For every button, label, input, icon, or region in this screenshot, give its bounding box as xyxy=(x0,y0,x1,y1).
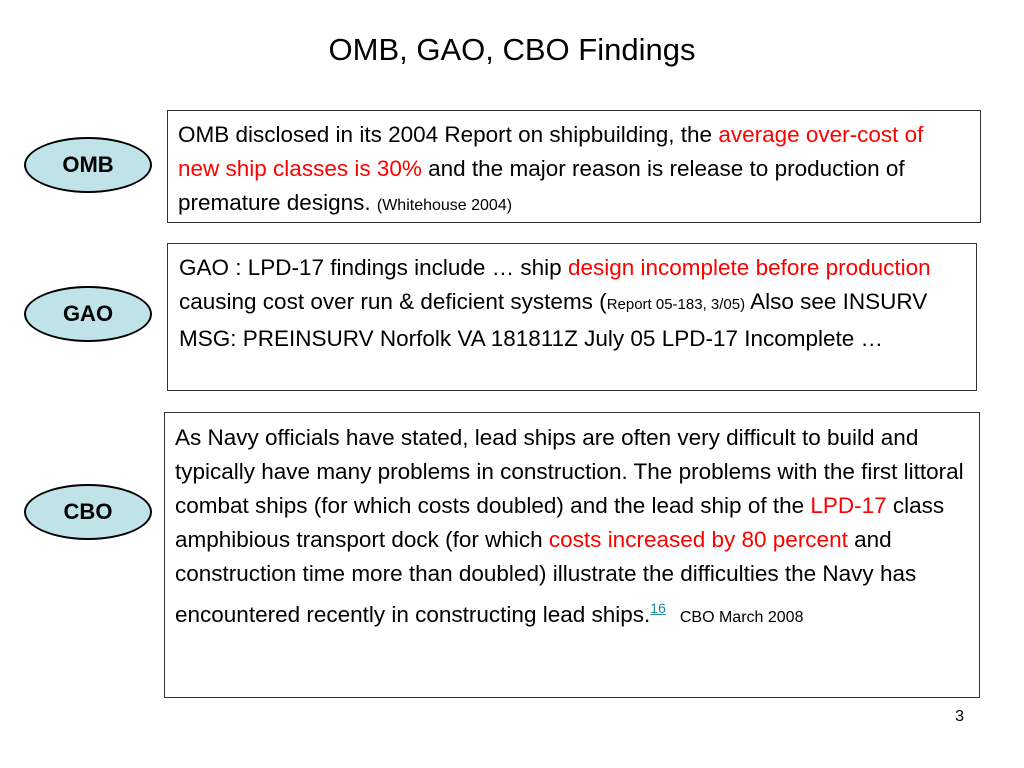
omb-text-1: OMB disclosed in its 2004 Report on shipbuilding, the xyxy=(178,122,719,147)
page-number: 3 xyxy=(955,708,964,725)
gao-text-1: GAO : LPD-17 findings include … ship xyxy=(179,255,568,280)
gao-highlight: design incomplete before production xyxy=(567,255,931,280)
cbo-source: CBO March 2008 xyxy=(679,609,804,626)
cbo-text-1: As Navy officials have stated, lead ships are often very difficult to build and typically have many problems in construction. The problems with the first littoral combat ships (for which costs doubled) and the lead ship of the xyxy=(175,425,964,518)
cbo-text-2: class amphibious transport dock (for which xyxy=(175,493,945,552)
cbo-label-oval xyxy=(24,484,152,540)
cbo-highlight-costs: costs increased by 80 percent xyxy=(548,527,848,552)
slide-title: OMB, GAO, CBO Findings xyxy=(328,32,696,67)
gao-findings-box xyxy=(167,243,977,391)
omb-label: OMB xyxy=(62,152,114,177)
cbo-findings-box xyxy=(164,412,980,698)
omb-label-oval xyxy=(24,137,152,193)
gao-text-2: causing cost over run & deficient systems ( xyxy=(179,289,607,314)
gao-text-3: Also see INSURV MSG: PREINSURV Norfolk VA 181811Z July 05 LPD-17 Incomplete … xyxy=(179,289,928,351)
gao-report-ref: Report 05-183, 3/05) xyxy=(606,296,746,313)
omb-highlight: average over-cost of new ship classes is 30% xyxy=(178,122,924,181)
omb-findings-box xyxy=(167,110,981,223)
cbo-highlight-lpd17: LPD-17 xyxy=(810,493,887,518)
cbo-label: CBO xyxy=(63,499,113,524)
omb-source: (Whitehouse 2004) xyxy=(376,197,513,214)
cbo-text-3: and construction time more than doubled) illustrate the difficulties the Navy has encountered recently in constructing lead ships. xyxy=(175,527,917,627)
gao-label-oval xyxy=(24,286,152,342)
gao-label: GAO xyxy=(62,301,114,326)
cbo-footnote-link[interactable]: 16 xyxy=(650,600,666,616)
omb-text-2: and the major reason is release to production of premature designs. xyxy=(178,156,905,215)
